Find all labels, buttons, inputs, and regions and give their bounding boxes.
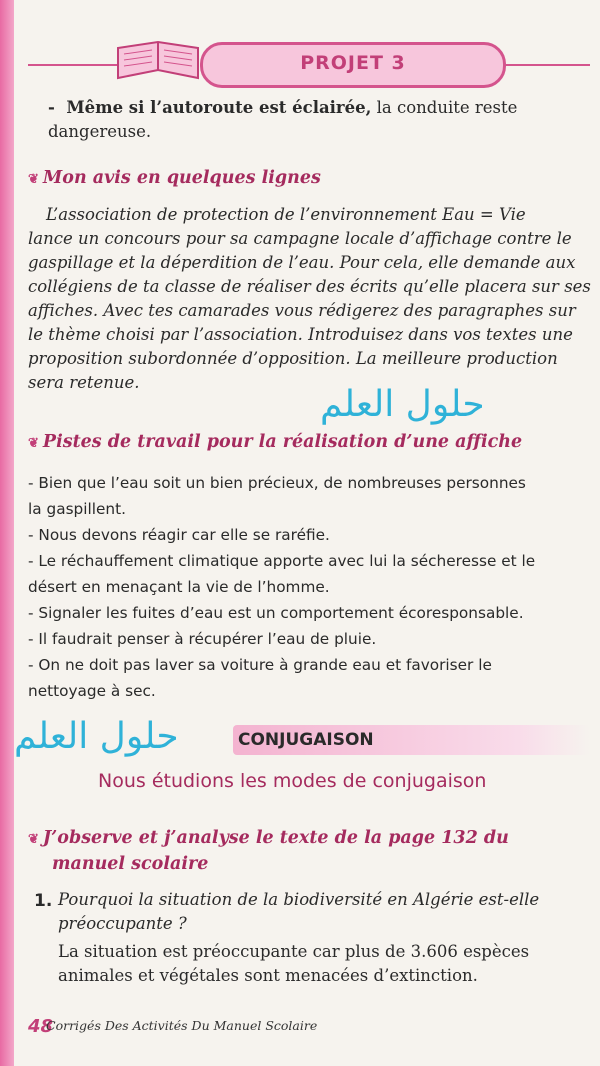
list-item: - On ne doit pas laver sa voiture à grande eau et favoriser le bbox=[28, 656, 492, 674]
section-ornament-icon: ❦ bbox=[28, 172, 39, 187]
intro-bold: Même si l’autoroute est éclairée, bbox=[66, 98, 372, 117]
section-avis-paragraph bbox=[28, 203, 590, 395]
page-header bbox=[28, 38, 590, 88]
list-item: la gaspillent. bbox=[28, 500, 126, 518]
answer-line: animales et végétales sont menacées d’extinction. bbox=[58, 966, 478, 985]
answer-line: La situation est préoccupante car plus de 3.606 espèces bbox=[58, 942, 530, 961]
header-rule-right bbox=[506, 64, 590, 66]
question-1 bbox=[58, 888, 590, 988]
list-item: nettoyage à sec. bbox=[28, 682, 156, 700]
intro-line: - Même si l’autoroute est éclairée, la conduite reste dangereuse. bbox=[48, 98, 518, 141]
section-pistes-list bbox=[28, 470, 590, 704]
list-item: - Bien que l’eau soit un bien précieux, de nombreuses personnes bbox=[28, 474, 526, 492]
question-line: Pourquoi la situation de la biodiversité en Algérie est-elle bbox=[58, 890, 540, 909]
list-item: - Le réchauffement climatique apporte avec lui la sécheresse et le bbox=[28, 552, 536, 570]
paragraph-line: sera retenue. bbox=[28, 373, 140, 392]
question-line: préoccupante ? bbox=[58, 914, 187, 933]
question-number: 1. bbox=[34, 891, 53, 911]
project-banner bbox=[200, 42, 506, 88]
list-item: - Nous devons réagir car elle se raréfie. bbox=[28, 526, 330, 544]
paragraph-line: le thème choisi par l’association. Introduisez dans vos textes une bbox=[28, 325, 573, 344]
paragraph-line: proposition subordonnée d’opposition. La meilleure production bbox=[28, 349, 558, 368]
section-observe-line2: manuel scolaire bbox=[52, 854, 209, 874]
section-observe-line1: J’observe et j’analyse le texte de la page 132 du bbox=[42, 828, 509, 848]
paragraph-line: lance un concours pour sa campagne locale d’affichage contre le bbox=[28, 229, 572, 248]
paragraph-line: L’association de protection de l’environnement Eau = Vie bbox=[46, 205, 526, 224]
project-title: PROJET 3 bbox=[300, 52, 406, 74]
page bbox=[14, 0, 591, 1066]
section-observe-title bbox=[28, 826, 509, 877]
footer-text: Corrigés Des Activités Du Manuel Scolaire bbox=[46, 1018, 318, 1033]
list-item: - Signaler les fuites d’eau est un comportement écoresponsable. bbox=[28, 604, 524, 622]
open-book-icon bbox=[112, 40, 204, 84]
page-number: 48 bbox=[28, 1016, 54, 1037]
left-color-strip bbox=[0, 0, 14, 1066]
paragraph-line: affiches. Avec tes camarades vous rédigerez des paragraphes sur bbox=[28, 301, 576, 320]
paragraph-line: gaspillage et la déperdition de l’eau. Pour cela, elle demande aux bbox=[28, 253, 576, 272]
watermark-right: حلول العلم bbox=[320, 384, 485, 425]
section-avis-title bbox=[28, 168, 321, 188]
section-ornament-icon: ❦ bbox=[28, 832, 39, 847]
section-avis-label: Mon avis en quelques lignes bbox=[42, 168, 321, 188]
section-pistes-title bbox=[28, 432, 522, 452]
list-item: - Il faudrait penser à récupérer l’eau de pluie. bbox=[28, 630, 377, 648]
section-pistes-label: Pistes de travail pour la réalisation d’une affiche bbox=[42, 432, 523, 452]
paragraph-line: collégiens de ta classe de réaliser des écrits qu’elle placera sur ses bbox=[28, 277, 591, 296]
intro-rest: la conduite reste dangereuse. bbox=[48, 98, 518, 141]
list-item: désert en menaçant la vie de l’homme. bbox=[28, 578, 330, 596]
section-ornament-icon: ❦ bbox=[28, 436, 39, 451]
watermark-left: حلول العلم bbox=[14, 716, 179, 757]
conjugaison-subtitle: Nous étudions les modes de conjugaison bbox=[98, 770, 487, 792]
conjugaison-label: CONJUGAISON bbox=[238, 730, 374, 750]
